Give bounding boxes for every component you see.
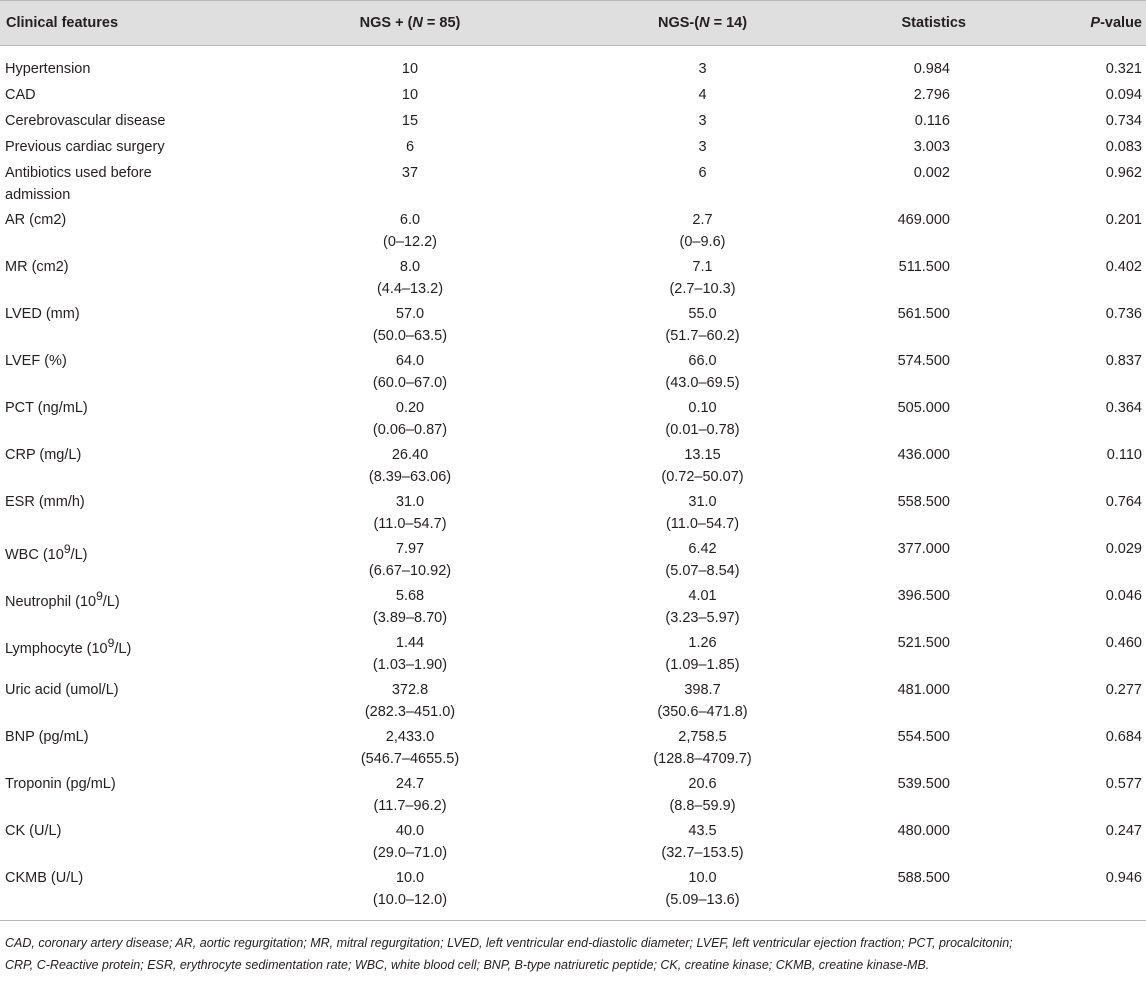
ngs-pos-value: 57.0 (50.0–63.5) — [372, 306, 448, 344]
statistic-value: 2.796 — [913, 87, 950, 103]
statistic-value: 396.500 — [897, 588, 950, 604]
row-label: BNP (pg/mL) — [5, 729, 89, 745]
table-row — [0, 818, 1146, 865]
table-row — [0, 536, 1146, 583]
table-header — [0, 1, 1146, 46]
p-value: 0.837 — [1105, 353, 1142, 369]
p-value: 0.247 — [1105, 823, 1142, 839]
row-label: Uric acid (umol/L) — [5, 682, 119, 698]
statistic-value: 554.500 — [897, 729, 950, 745]
ngs-pos-value: 10 — [401, 61, 419, 77]
statistic-value: 574.500 — [897, 353, 950, 369]
statistic-value: 0.002 — [913, 165, 950, 181]
ngs-pos-value: 15 — [401, 113, 419, 129]
row-label: Previous cardiac surgery — [5, 139, 165, 155]
ngs-pos-value: 5.68 (3.89–8.70) — [372, 588, 448, 626]
row-label: Neutrophil $(10^9/L)$ — [5, 589, 120, 610]
ngs-neg-value: 66.0 (43.0–69.5) — [665, 353, 740, 391]
ngs-neg-value: 43.5 (32.7–153.5) — [661, 823, 744, 861]
statistic-value: 481.000 — [897, 682, 950, 698]
table-row — [0, 442, 1146, 489]
ngs-pos-value: 10.0 (10.0–12.0) — [265, 865, 555, 921]
table-row — [0, 865, 1146, 921]
ngs-neg-value: 6 — [698, 165, 707, 181]
row-label: Troponin (pg/mL) — [5, 776, 116, 792]
header-ngs-negative: NGS-(N = 14) — [555, 1, 850, 46]
ngs-pos-value: 24.7 (11.7–96.2) — [373, 776, 447, 814]
row-label: MR (cm2) — [5, 259, 69, 275]
p-value: 0.734 — [1105, 113, 1142, 129]
table-row — [0, 771, 1146, 818]
row-label: LVED (mm) — [5, 306, 80, 322]
ngs-pos-value: 7.97 (6.67–10.92) — [368, 541, 452, 579]
row-label: AR (cm2) — [5, 212, 67, 228]
row-label: CK (U/L) — [5, 823, 62, 839]
row-label: Lymphocyte $(10^9/L)$ — [5, 636, 132, 657]
p-value: 0.946 — [1018, 865, 1146, 921]
p-value: 0.402 — [1105, 259, 1142, 275]
ngs-neg-value: 4.01 (3.23–5.97) — [665, 588, 740, 626]
ngs-pos-value: 37 — [401, 165, 419, 181]
ngs-neg-value: 7.1 (2.7–10.3) — [669, 259, 736, 297]
row-label: PCT (ng/mL) — [5, 400, 88, 416]
statistic-value: 3.003 — [913, 139, 950, 155]
header-clinical-features: Clinical features — [0, 1, 265, 46]
ngs-pos-value: 8.0 (4.4–13.2) — [376, 259, 444, 297]
p-value: 0.083 — [1105, 139, 1142, 155]
table-row — [0, 108, 1146, 134]
ngs-neg-value: 0.10 (0.01–0.78) — [665, 400, 740, 438]
table-row — [0, 348, 1146, 395]
ngs-neg-value: 20.6 (8.8–59.9) — [669, 776, 736, 814]
footnote-line: CRP, C-Reactive protein; ESR, erythrocyte sedimentation rate; WBC, white blood cell; BNP, B-type natriuretic peptide; CK, creatine kinase; CKMB, creatine kinase-MB. — [5, 958, 930, 972]
table-row — [0, 82, 1146, 108]
statistic-value: 521.500 — [897, 635, 950, 651]
ngs-neg-value: 2,758.5 (128.8–4709.7) — [653, 729, 752, 767]
row-label: CKMB (U/L) — [0, 865, 265, 921]
ngs-neg-value: 55.0 (51.7–60.2) — [665, 306, 740, 344]
footnote-line: CAD, coronary artery disease; AR, aortic regurgitation; MR, mitral regurgitation; LVED, left ventricular end-diastolic diameter; LVEF, left ventricular ejection fraction; PCT, procalcitonin; — [5, 936, 1013, 950]
table-row — [0, 630, 1146, 677]
ngs-pos-value: 1.44 (1.03–1.90) — [372, 635, 448, 673]
p-value: 0.460 — [1105, 635, 1142, 651]
p-value: 0.110 — [1106, 447, 1142, 463]
p-value: 0.684 — [1105, 729, 1142, 745]
ngs-pos-value: 0.20 (0.06–0.87) — [372, 400, 448, 438]
header-statistics: Statistics — [850, 1, 1018, 46]
row-label: ESR (mm/h) — [5, 494, 85, 510]
table-row — [0, 395, 1146, 442]
p-value: 0.962 — [1105, 165, 1142, 181]
p-value: 0.094 — [1105, 87, 1142, 103]
table-row — [0, 134, 1146, 160]
table-row — [0, 301, 1146, 348]
header-row — [0, 1, 1146, 46]
table-row — [0, 677, 1146, 724]
ngs-pos-value: 372.8 (282.3–451.0) — [364, 682, 456, 720]
p-value: 0.321 — [1105, 61, 1142, 77]
table-row — [0, 207, 1146, 254]
row-label: Cerebrovascular disease — [5, 113, 166, 129]
ngs-pos-value: 6 — [405, 139, 415, 155]
row-label: CAD — [5, 87, 36, 103]
table-row — [0, 583, 1146, 630]
ngs-pos-value: 6.0 (0–12.2) — [382, 212, 437, 250]
statistic-value: 469.000 — [897, 212, 950, 228]
statistic-value: 0.116 — [914, 113, 950, 129]
statistic-value: 436.000 — [897, 447, 950, 463]
p-value: 0.201 — [1105, 212, 1142, 228]
row-label: Hypertension — [5, 61, 91, 77]
table-row — [0, 160, 1146, 207]
ngs-neg-value: 3 — [698, 61, 707, 77]
ngs-pos-value: 64.0 (60.0–67.0) — [372, 353, 448, 391]
ngs-neg-value: 4 — [698, 87, 707, 103]
ngs-neg-value: 2.7 (0–9.6) — [679, 212, 726, 250]
ngs-neg-value: 6.42 (5.07–8.54) — [665, 541, 740, 579]
row-label: CRP (mg/L) — [5, 447, 82, 463]
table-row — [0, 46, 1146, 83]
ngs-pos-value: 10 — [401, 87, 419, 103]
ngs-neg-value: 3 — [698, 113, 707, 129]
ngs-neg-value: 3 — [698, 139, 707, 155]
table-row — [0, 489, 1146, 536]
statistic-value: 505.000 — [897, 400, 950, 416]
ngs-neg-value: 31.0 (11.0–54.7) — [665, 494, 740, 532]
p-value: 0.277 — [1105, 682, 1142, 698]
table-body — [0, 46, 1146, 921]
p-value: 0.029 — [1105, 541, 1142, 557]
p-value: 0.046 — [1105, 588, 1142, 604]
p-value: 0.364 — [1105, 400, 1142, 416]
statistic-value: 377.000 — [897, 541, 950, 557]
table-row — [0, 254, 1146, 301]
table-footnote — [5, 932, 1141, 976]
statistic-value: 561.500 — [897, 306, 950, 322]
ngs-pos-value: 26.40 (8.39–63.06) — [368, 447, 452, 485]
table-row — [0, 724, 1146, 771]
ngs-pos-value: 40.0 (29.0–71.0) — [372, 823, 448, 861]
row-label: LVEF (%) — [5, 353, 67, 369]
ngs-neg-value: 398.7 (350.6–471.8) — [657, 682, 748, 720]
row-label: WBC $(10^9/L)$ — [5, 542, 88, 563]
ngs-pos-value: 2,433.0 (546.7–4655.5) — [360, 729, 460, 767]
statistic-value: 511.500 — [898, 259, 950, 275]
ngs-neg-value: 13.15 (0.72–50.07) — [661, 447, 744, 485]
statistic-value: 539.500 — [897, 776, 950, 792]
statistic-value: 0.984 — [913, 61, 950, 77]
statistic-value: 480.000 — [897, 823, 950, 839]
header-ngs-positive: NGS + (N = 85) — [265, 1, 555, 46]
ngs-neg-value: 10.0 (5.09–13.6) — [555, 865, 850, 921]
ngs-pos-value: 31.0 (11.0–54.7) — [373, 494, 447, 532]
statistic-value: 558.500 — [897, 494, 950, 510]
row-label: Antibiotics used before admission — [5, 165, 152, 203]
statistic-value: 588.500 — [850, 865, 1018, 921]
p-value: 0.736 — [1105, 306, 1142, 322]
ngs-neg-value: 1.26 (1.09–1.85) — [665, 635, 740, 673]
header-p-value: P-value — [1018, 1, 1146, 46]
p-value: 0.577 — [1105, 776, 1142, 792]
p-value: 0.764 — [1105, 494, 1142, 510]
